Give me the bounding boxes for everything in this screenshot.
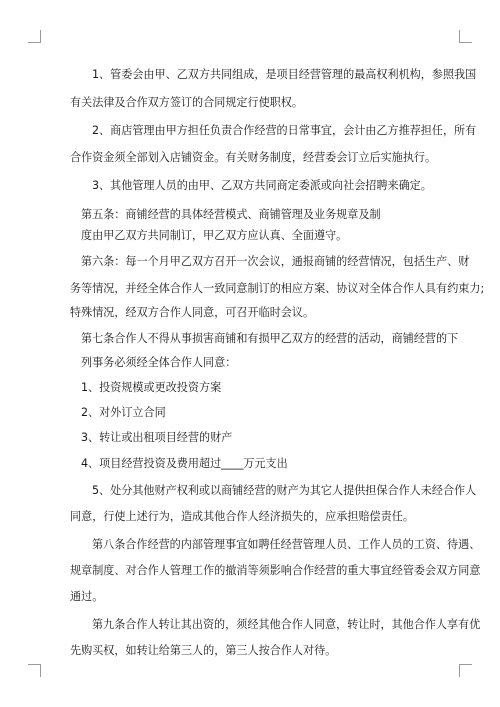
text-line: 列事务必须经全体合作人同意： (81, 356, 237, 369)
text-line: 3、转让或出租项目经营的财产 (81, 431, 233, 444)
page-corner-mark-top-left (28, 30, 41, 43)
text-line: 务等情况，并经全体合作人一致同意制订的相应方案、协议对全体合作人具有约束力; (70, 282, 485, 295)
text-line: 第九条合作人转让其出资的，须经其他合作人同意，转让时，其他合作人享有优 (92, 618, 481, 631)
text-line: 同意，行使上述行为，造成其他合作人经济损失的，应承担赔偿责任。 (70, 510, 414, 523)
text-line: 4、项目经营投资及费用超过____万元支出 (81, 457, 288, 470)
text-line: 有关法律及合作双方签订的合同规定行使职权。 (70, 96, 303, 109)
text-line: 第五条：商铺经营的具体经营模式、商铺管理及业务规章及制 (81, 208, 381, 221)
text-line: 5、处分其他财产权利或以商铺经营的财产为其它人提供担保合作人未经合作人 (92, 484, 477, 497)
text-line: 特殊情况，经双方合作人同意，可召开临时会议。 (70, 306, 315, 319)
page-corner-mark-bottom-right (459, 664, 472, 677)
page-corner-mark-top-right (459, 30, 472, 43)
text-line: 2、商店管理由甲方担任负责合作经营的日常事宜，会计由乙方推荐担任，所有 (92, 124, 477, 137)
text-line: 1、投资规模或更改投资方案 (81, 381, 222, 394)
text-line: 先购买权，如转让给第三人的，第三人按合作人对待。 (70, 644, 337, 657)
text-line: 合作资金须全部划入店铺资金。有关财务制度，经营委会订立后实施执行。 (70, 151, 437, 164)
text-line: 第六条：每一个月甲乙双方召开一次会议，通报商铺的经营情况，包括生产、财 (81, 255, 470, 268)
page-corner-mark-bottom-left (28, 664, 41, 677)
text-line: 1、管委会由甲、乙双方共同组成，是项目经营管理的最高权利机构，参照我国 (92, 68, 477, 81)
text-line: 第八条合作经营的内部管理事宜如聘任经营管理人员、工作人员的工资、待遇、 (92, 538, 481, 551)
text-line: 规章制度、对合作人管理工作的撤消等须影响合作经营的重大事宜经管委会双方同意 (70, 564, 481, 577)
text-line: 通过。 (70, 590, 104, 603)
text-line: 度由甲乙双方共同制订，甲乙双方应认真、全面遵守。 (81, 229, 348, 242)
text-line: 2、对外订立合同 (81, 406, 166, 419)
text-line: 3、其他管理人员的由甲、乙双方共同商定委派或向社会招聘来确定。 (92, 179, 432, 192)
text-line: 第七条合作人不得从事损害商铺和有损甲乙双方的经营的活动，商铺经营的下 (81, 332, 459, 345)
